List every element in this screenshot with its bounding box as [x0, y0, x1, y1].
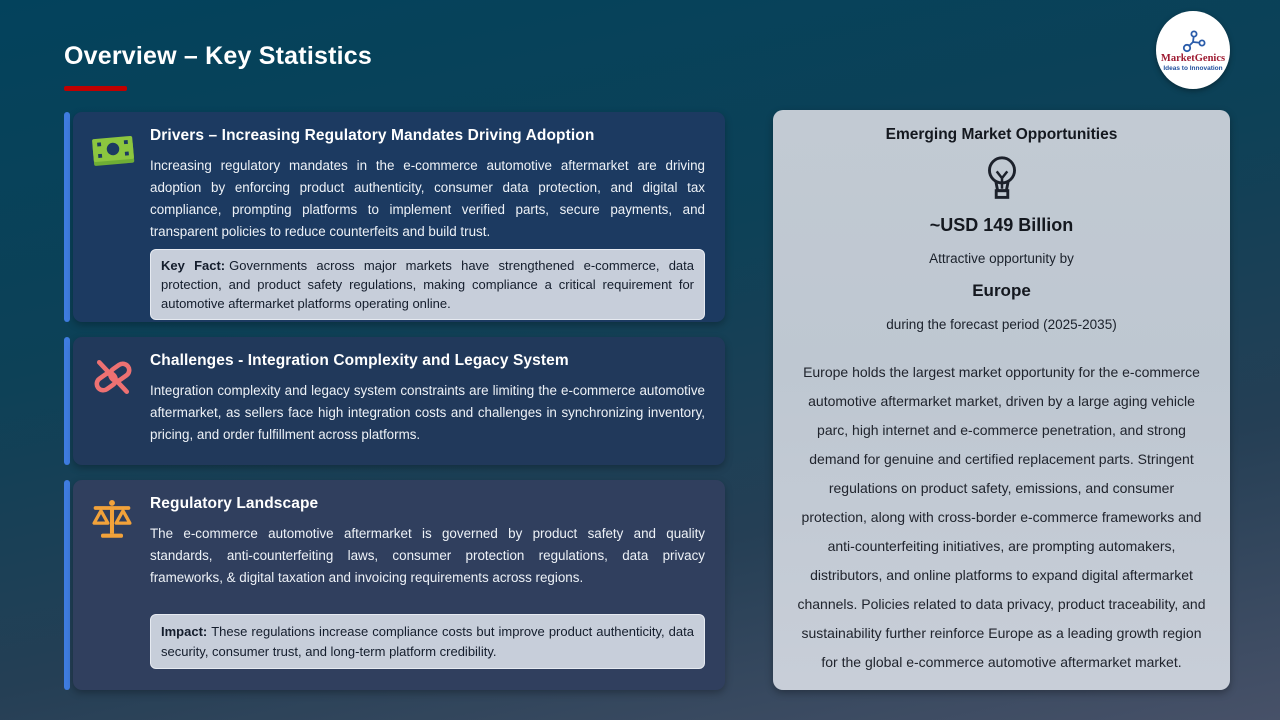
- scales-icon: [90, 495, 136, 678]
- challenges-title: Challenges - Integration Complexity and Legacy System: [150, 352, 569, 369]
- key-fact-label: Key Fact:: [161, 258, 226, 273]
- key-fact-text: Governments across major markets have strengthened e-commerce, data protection, and product safety regulations, making compliance a critical requirement for automotive aftermarket platforms operating online.: [161, 258, 694, 311]
- forecast-period: during the forecast period (2025-2035): [886, 317, 1117, 332]
- region-name: Europe: [972, 281, 1031, 300]
- marketgenics-logo: [1156, 11, 1230, 89]
- panel-header: Emerging Market Opportunities: [885, 126, 1118, 143]
- title-underline: [64, 86, 127, 91]
- drivers-card-body: [73, 112, 725, 322]
- page-title: Overview – Key Statistics: [64, 42, 372, 70]
- card-accent-bar: [64, 337, 70, 465]
- regulatory-card-body: [73, 480, 725, 690]
- card-accent-bar: [64, 480, 70, 690]
- challenges-text: Integration complexity and legacy system constraints are limiting the e-commerce automotive aftermarket, as sellers face high integration costs and challenges in synchronizing inventory, pricing, and order fulfillment across platforms.: [150, 383, 705, 442]
- opportunity-description: Europe holds the largest market opportunity for the e-commerce automotive aftermarket market, driven by a large aging vehicle parc, high internet and e-commerce penetration, and strong demand for genuine and certified replacement parts. Stringent regulations on product safety, emissions, and consumer protection, along with cross-border e-commerce frameworks and anti-counterfeiting initiatives, are prompting automakers, distributors, and online platforms to expand digital aftermarket channels. Policies related to data privacy, product traceability, and sustainability further reinforce Europe as a leading growth region for the global e-commerce automotive aftermarket market.: [797, 364, 1206, 670]
- broken-link-icon: [90, 352, 136, 453]
- challenges-card-body: [73, 337, 725, 465]
- impact-box: [150, 614, 705, 669]
- logo-name: MarketGenics: [1160, 52, 1226, 64]
- logo-tagline: Ideas to Innovation: [1163, 64, 1223, 72]
- regulatory-title: Regulatory Landscape: [150, 495, 319, 512]
- key-fact-box: [150, 249, 705, 320]
- opportunity-subtitle: Attractive opportunity by: [929, 251, 1074, 266]
- drivers-title: Drivers – Increasing Regulatory Mandates Driving Adoption: [150, 127, 595, 144]
- market-value: ~USD 149 Billion: [929, 215, 1074, 235]
- lightbulb-icon: [980, 154, 1024, 208]
- regulatory-text: The e-commerce automotive aftermarket is governed by product safety and quality standards, anti-counterfeiting laws, consumer protection regulations, data privacy frameworks, & digital taxation and invoicing requirements across regions.: [150, 526, 705, 585]
- card-accent-bar: [64, 112, 70, 322]
- drivers-card: [64, 112, 725, 322]
- emerging-opportunities-panel: [773, 110, 1230, 690]
- impact-label: Impact:: [161, 624, 208, 639]
- drivers-text: Increasing regulatory mandates in the e-commerce automotive aftermarket are driving adoption by enforcing product authenticity, consumer data protection, and digital tax compliance, prompting platforms to implement verified parts, secure payments, and transparent policies to reduce counterfeits and build trust.: [150, 158, 705, 239]
- impact-text: These regulations increase compliance costs but improve product authenticity, data security, consumer trust, and long-term platform credibility.: [161, 624, 694, 659]
- network-icon: [1179, 29, 1207, 53]
- challenges-card: [64, 337, 725, 465]
- regulatory-card: [64, 480, 725, 690]
- money-icon: [90, 127, 136, 310]
